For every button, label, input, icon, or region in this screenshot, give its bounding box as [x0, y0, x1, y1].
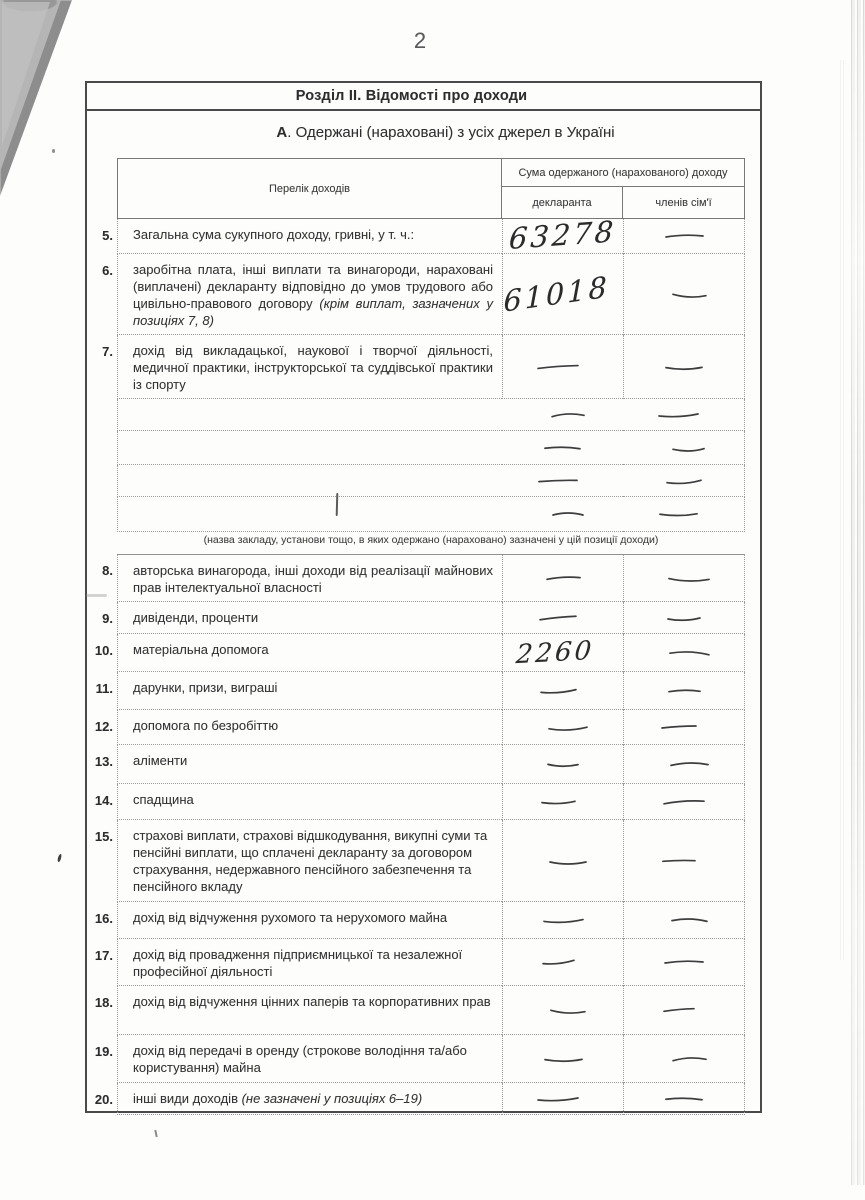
handwritten-dash: [541, 915, 584, 926]
row-number: [93, 399, 117, 431]
handwritten-dash: [661, 855, 697, 866]
header-sum-title: Сума одержаного (нарахованого) доходу: [502, 159, 744, 187]
table-row: [93, 431, 747, 465]
cell-declarant-amount: [502, 554, 623, 602]
row-number: [93, 497, 117, 532]
handwritten-dash: [536, 1094, 580, 1104]
cell-family-amount: [623, 902, 745, 939]
row-number: 8.: [102, 563, 113, 578]
row-label: спадщина: [117, 784, 502, 820]
row-label: матеріальна допомога: [117, 634, 502, 672]
row-number: 5.: [102, 228, 113, 243]
cell-family-amount: [623, 784, 745, 820]
cell-declarant-amount: [502, 214, 623, 256]
handwritten-dash: [548, 856, 588, 866]
cell-family-amount: [623, 939, 745, 986]
handwritten-dash: [549, 1004, 587, 1016]
handwritten-dash: [667, 573, 711, 584]
handwritten-dash: [547, 721, 589, 733]
handwritten-dash: [538, 685, 577, 696]
table-row: [93, 1035, 747, 1083]
row-label: аліменти: [117, 745, 502, 784]
cell-family-amount: [623, 745, 745, 784]
table-header-row: [93, 158, 747, 219]
table-row: [93, 399, 747, 431]
page-number: 2: [413, 28, 427, 53]
row-label: [117, 399, 502, 431]
table-row: [93, 634, 747, 672]
table-row: [93, 602, 747, 634]
handwritten-dash: [664, 361, 704, 372]
cell-family-amount: [623, 431, 745, 465]
handwritten-dash: [666, 685, 701, 696]
cell-declarant-amount: [502, 431, 623, 465]
handwritten-dash: [544, 573, 581, 584]
cell-declarant-amount: [502, 602, 623, 634]
table-row: [93, 254, 747, 335]
cell-declarant-amount: [502, 634, 623, 672]
table1-rows: [93, 214, 747, 532]
handwritten-dash: [664, 475, 702, 487]
scan-edge-streak-faint: [840, 60, 845, 960]
header-col-family: членів сім'ї: [655, 196, 712, 209]
section-title-band: [87, 83, 760, 111]
cell-declarant-amount: [502, 1083, 623, 1115]
section-title: Розділ II. Відомості про доходи: [295, 88, 528, 104]
table-row: [93, 1083, 747, 1115]
subsection-text: . Одержані (нараховані) з усіх джерел в Україні: [287, 124, 615, 141]
row-number: 17.: [94, 948, 113, 963]
cell-family-amount: [623, 672, 745, 710]
cell-declarant-amount: [502, 335, 623, 399]
cell-family-amount: [623, 497, 745, 532]
handwritten-dash: [662, 1005, 696, 1016]
stray-pen-mark: [57, 854, 62, 862]
table-row: [93, 672, 747, 710]
table-header: [117, 158, 745, 219]
cell-declarant-amount: [502, 672, 623, 710]
table-row: [93, 335, 747, 399]
row-label: страхові виплати, страхові відшкодування, викупні суми та пенсійні виплати, що сплачені декларанту за договором страхування, недержавного пенсійного забезпечення та пенсійного вкладу: [117, 820, 502, 902]
table-row: [93, 214, 747, 256]
row-number: 11.: [95, 681, 113, 696]
table-row: [93, 820, 747, 902]
handwritten-dash: [538, 612, 578, 624]
handwritten-dash: [668, 759, 709, 770]
row-label-italic: (не зазначені у позиціях 6–19): [241, 1091, 423, 1106]
table-row: [93, 784, 747, 820]
handwritten-dash: [669, 915, 708, 926]
handwritten-dash: [551, 509, 585, 519]
cell-declarant-amount: [502, 820, 623, 902]
cell-declarant-amount: [502, 399, 623, 431]
row-number: 6.: [102, 263, 113, 278]
row-label: інші види доходів (не зазначені у позиціях 6–19): [117, 1083, 502, 1115]
row-label: дохід від відчуження рухомого та нерухомого майна: [117, 902, 502, 939]
cell-family-amount: [623, 219, 745, 254]
row-number: 20.: [94, 1092, 113, 1107]
cell-family-amount: [623, 710, 745, 745]
handwritten-dash: [543, 442, 582, 454]
handwritten-dash: [662, 796, 706, 808]
handwritten-dash: [546, 758, 580, 769]
handwritten-dash: [670, 1053, 707, 1065]
cell-declarant-amount: [502, 939, 623, 986]
handwritten-dash: [542, 1053, 583, 1064]
header-sum-columns: [502, 187, 744, 218]
handwritten-amount: 63278: [508, 214, 618, 256]
header-income-list: Перелік доходів: [118, 159, 502, 218]
row-label: [117, 465, 502, 497]
row-number: 14.: [94, 793, 113, 808]
handwritten-dash: [657, 410, 700, 420]
row-number: [93, 465, 117, 497]
row-label: заробітна плата, інші виплати та винагороди, нараховані (виплачені) декларанту відповідно до умов трудового або цивільно-правового договору (крім виплат, зазначених у позиціях 7, 8): [117, 254, 502, 335]
cell-family-amount: [623, 554, 745, 602]
row-number: [93, 431, 117, 465]
row-label: дохід від провадження підприємницької та незалежної професійної діяльності: [117, 939, 502, 986]
handwritten-amount: 61018: [503, 269, 611, 319]
cell-family-amount: [623, 634, 745, 672]
table-row: [93, 939, 747, 986]
income-table-part1: [93, 158, 747, 532]
table-row: [93, 745, 747, 784]
row-number: 19.: [94, 1044, 113, 1059]
row-label-italic: (крім виплат, зазначених у позиціях 7, 8): [133, 296, 493, 328]
row-number: 15.: [94, 829, 113, 844]
row-number: 10.: [94, 643, 113, 658]
table-row: [93, 902, 747, 939]
handwritten-dash: [536, 475, 578, 486]
row-number: 9.: [102, 611, 113, 626]
table-row: [93, 497, 747, 532]
stray-pen-mark-small: [154, 1130, 157, 1137]
cell-family-amount: [623, 1035, 745, 1083]
cell-declarant-amount: [502, 465, 623, 497]
cell-declarant-amount: [502, 745, 623, 784]
row-number: 12.: [94, 719, 113, 734]
scan-corner-fold-artifact: [0, 0, 95, 215]
row-label: дохід від відчуження цінних паперів та корпоративних прав: [117, 986, 502, 1035]
handwritten-dash: [658, 508, 699, 520]
subsection-letter: А: [276, 124, 288, 141]
handwritten-dash: [540, 956, 575, 967]
handwritten-dash: [539, 796, 576, 807]
row-label: дохід від передачі в оренду (строкове володіння та/або користування) майна: [117, 1035, 502, 1083]
row-label: [117, 497, 502, 532]
row-number-gutter: [93, 158, 117, 219]
cell-family-amount: [623, 254, 745, 335]
row-label: Загальна сума сукупного доходу, гривні, у т. ч.:: [117, 219, 502, 254]
declaration-form-box: [85, 81, 762, 1113]
cell-family-amount: [623, 1083, 745, 1115]
handwritten-dash: [536, 361, 580, 372]
income-table-part2: [93, 554, 747, 1115]
cell-declarant-amount: [502, 784, 623, 820]
cell-family-amount: [623, 820, 745, 902]
handwritten-dash: [667, 647, 710, 659]
table-row: [93, 465, 747, 497]
row-label: дохід від викладацької, наукової і творчої діяльності, медичної практики, інструкторської та суддівської практики із спорту: [117, 335, 502, 399]
handwritten-amount: 2260: [514, 635, 596, 670]
handwritten-dash: [663, 957, 705, 967]
row-number: 13.: [94, 754, 113, 769]
handwritten-dash: [670, 288, 707, 300]
institution-name-note: (назва закладу, установи тощо, в яких одержано (нараховано) зазначені у цій позиції доходи): [203, 534, 659, 546]
scan-speck: [52, 149, 55, 153]
handwritten-dash: [664, 1093, 704, 1105]
cell-declarant-amount: [502, 902, 623, 939]
scan-smudge: [86, 594, 107, 597]
handwritten-dash: [666, 613, 702, 623]
header-sum-group: [502, 159, 744, 218]
row-label: допомога по безробіттю: [117, 710, 502, 745]
cell-family-amount: [623, 399, 745, 431]
row-label: дивіденди, проценти: [117, 602, 502, 634]
cell-family-amount: [623, 986, 745, 1035]
handwritten-dash: [549, 409, 585, 420]
table-row: [93, 554, 747, 602]
cell-declarant-amount: [502, 254, 623, 335]
handwritten-dash: [664, 231, 705, 241]
cell-declarant-amount: [502, 986, 623, 1035]
row-label: [117, 431, 502, 465]
header-col-declarant: декларанта: [502, 187, 623, 218]
scan-edge-streak: [849, 0, 865, 1185]
table-row: [93, 986, 747, 1035]
handwritten-dash: [671, 442, 706, 453]
row-number: 18.: [94, 995, 113, 1010]
row-label: дарунки, призи, виграші: [117, 672, 502, 710]
row-number: 16.: [94, 911, 113, 926]
handwritten-dash: [660, 722, 698, 732]
cell-declarant-amount: [502, 497, 623, 532]
cell-declarant-amount: [502, 710, 623, 745]
table-row: [93, 710, 747, 745]
cell-declarant-amount: [502, 1035, 623, 1083]
row-label: авторська винагорода, інші доходи від реалізації майнових прав інтелектуальної власності: [117, 554, 502, 602]
cell-family-amount: [623, 465, 745, 497]
cell-family-amount: [623, 335, 745, 399]
subsection-title: [87, 124, 760, 142]
row-number: 7.: [102, 344, 113, 359]
table2-rows: [93, 554, 747, 1115]
cell-family-amount: [623, 602, 745, 634]
